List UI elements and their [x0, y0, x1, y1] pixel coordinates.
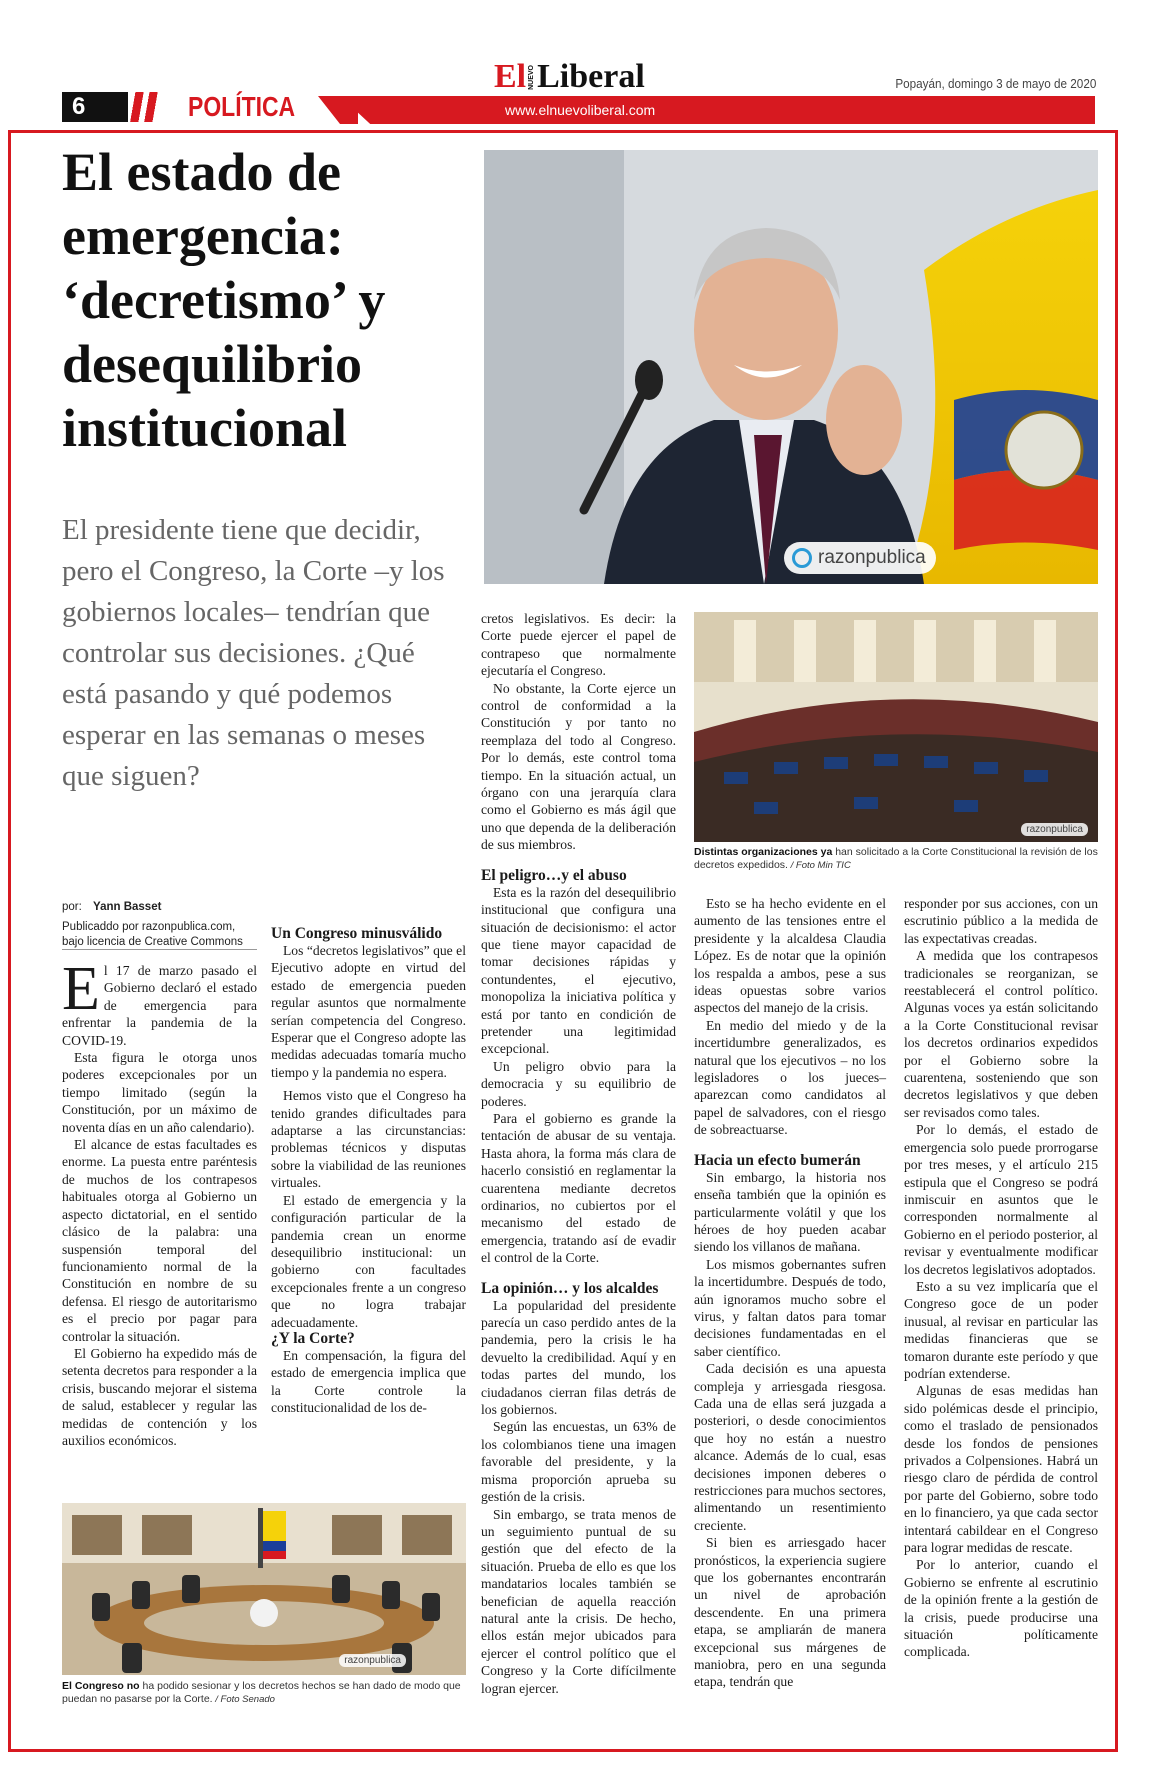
masthead [0, 0, 1158, 126]
newspaper-logo [494, 58, 645, 94]
paragraph: El Gobierno ha expedido más de setenta decretos para responder a la crisis, buscando mejorar el sistema de salud, establecer y regular las medidas de contención y los auxilios económicos. [62, 1345, 257, 1448]
subheading: La opinión… y los alcaldes [481, 1279, 659, 1297]
subheading: ¿Y la Corte? [271, 1329, 355, 1347]
paragraph: Según las encuestas, un 63% de los colombianos tiene una imagen favorable del presidente, y la misma proporción aprueba su gestión de la crisis. [481, 1419, 676, 1505]
paragraph: Esto a su vez implicaría que el Congreso goce de un poder inusual, al revisar en particular las medidas financieras que se tomaron durante este período y que podrían extenderse. [904, 1278, 1098, 1381]
header-stripes [128, 92, 164, 122]
header-red-bar-notch [318, 96, 358, 124]
paragraph: En medio del miedo y de la incertidumbre generalizados, es natural que los ejecutivos – no los legisladores o los jueces– aparezcan como candidatos al papel de salvadores, con el riesgo de sobreactuarse. [694, 1017, 886, 1138]
paragraph: Cada decisión es una apuesta compleja y arriesgada riesgosa. Cada una de ellas será juzgada a posteriori, o desde conocimientos que hoy no están a nuestro alcance. Además de lo cual, esas decisiones imponen deberes o restricciones para muchos sectores, alimentando un resentimiento creciente. [694, 1361, 886, 1533]
congress-photo [694, 612, 1098, 842]
paragraph: La popularidad del presidente parecía un caso perdido antes de la pandemia, pero la crisis le ha devuelto la credibilidad. Aquí y en todas partes del mundo, los ciudadanos cierran filas detrás de los gobiernos. [481, 1297, 676, 1418]
article-lead: El presidente tiene que decidir, pero el Congreso, la Corte –y los gobiernos locales– tendrían que controlar sus decisiones. ¿Qué está pasando y qué podemos esperar en las semanas o meses que siguen? [62, 514, 445, 792]
president-photo [484, 150, 1098, 584]
senate-illustration [62, 1503, 466, 1675]
paragraph: El estado de emergencia y la configuración particular de la pandemia crean un enorme desequilibrio institucional: un gobierno con facultades excepcionales frente a un congreso que no logra trabajar adecuadamente. [271, 1192, 466, 1330]
paragraph: En compensación, la figura del estado de emergencia implica que la Corte controle la constitucionalidad de los de- [271, 1347, 466, 1416]
article-title: El estado de emergencia: ‘decretismo’ y desequilibrio institucional [62, 142, 386, 458]
paragraph: Los mismos gobernantes sufren la incertidumbre. Después de todo, aún ignoramos mucho sobre el virus, y faltan datos para tomar decisiones fundamentadas en el saber científico. [694, 1256, 886, 1359]
byline [62, 900, 161, 914]
page-number: 6 [72, 93, 86, 120]
logo-nuevo: NUEVO [528, 65, 536, 90]
source-note: Publicaddo por razonpublica.com, bajo licencia de Creative Commons [62, 921, 243, 948]
column-5 [904, 895, 1098, 1661]
paragraph: Esta es la razón del desequilibrio institucional que configura una situación de decisionismo: el actor que tiene mayor capacidad de tomar decisiones rápidas y contundentes, el ejecutivo, monopoliza la iniciativa política y está por tanto en condición de pretender una legitimidad excepcional. [481, 884, 676, 1057]
paragraph: Por lo anterior, cuando el Gobierno se enfrente al escrutinio de la opinión frente a la gestión de la crisis, puede producirse una situación políticamente complicada. [904, 1557, 1098, 1660]
paragraph: Sin embargo, se trata menos de un seguimiento puntual de su gestión que del efecto de la situación. Prueba de ello es que los mandatarios locales también se benefician de aquella reacción natural ante la crisis. De hecho, ellos están mejor ubicados para ejercer el control político que el Congreso y la Corte difícilmente logran ejercer. [481, 1506, 676, 1696]
byline-prefix: por: [62, 901, 82, 913]
column-1 [62, 955, 257, 1449]
column-2 [271, 918, 466, 1417]
column-3 [481, 610, 676, 1697]
column-4 [694, 895, 886, 1691]
subheading: Un Congreso minusválido [271, 925, 443, 942]
paragraph: Esta figura le otorga unos poderes excepcionales por un tiempo limitado (según la Constitución, por un máximo de noventa días en un año calendario). [62, 1050, 257, 1135]
congress-caption-bold: Distintas organizaciones ya [694, 846, 833, 858]
paragraph: Un peligro obvio para la democracia y su equilibrio de poderes. [481, 1058, 676, 1109]
paragraph: Por lo demás, el estado de emergencia solo puede prorrogarse por tres meses, y el artículo 215 estipula que el Congreso se podrá inmiscuir en asuntos que le corresponden normalmente al Gobierno en el periodo posterior, al revisar y eventualmente modificar los decretos legislativos adoptados. [904, 1122, 1098, 1277]
logo-liberal: Liberal [537, 58, 645, 95]
subheading: Hacia un efecto bumerán [694, 1151, 861, 1169]
senate-watermark: razonpublica [339, 1654, 406, 1667]
president-illustration [484, 150, 1098, 584]
paragraph: l 17 de marzo pasado el Gobierno declaró el estado de emergencia para enfrentar la pandemia de la COVID-19. [62, 963, 257, 1048]
senate-caption-credit: / Foto Senado [212, 1694, 275, 1705]
congress-watermark: razonpublica [1021, 823, 1088, 836]
watermark-icon [792, 548, 812, 568]
senate-caption-bold: El Congreso no [62, 1680, 140, 1692]
watermark-text: razonpublica [818, 547, 926, 568]
senate-photo [62, 1503, 466, 1675]
paragraph: Algunas de esas medidas han sido polémicas desde el principio, como el traslado de pensionados desde los fondos de pensiones privados a Colpensiones. Habrá un riesgo claro de pérdida de control por parte del Gobierno, sobre todo en lo financiero, ya que cada sector intentará cabildear en el Congreso para lograr medidas de rescate. [904, 1383, 1098, 1556]
congress-caption [694, 846, 1098, 872]
paragraph: A medida que los contrapesos tradicionales se reorganizan, se reestablecerá el control político. Algunas voces ya están solicitando a la Corte Constitucional revisar los decretos ordinarios expedidos por el Gobierno sobre la cuarentena, sosteniendo que son decretos legislativos y que deben ser revisados como tales. [904, 948, 1098, 1120]
paragraph: Hemos visto que el Congreso ha tenido grandes dificultades para adaptarse a las circunstancias: problemas técnicos y disputas sobre la viabilidad de las reuniones virtuales. [271, 1088, 466, 1191]
drop-cap: E [62, 955, 100, 1023]
congress-caption-credit: / Foto Min TIC [787, 860, 851, 871]
paragraph: No obstante, la Corte ejerce un control de conformidad a la Constitución y por tanto no reemplaza del todo al Congreso. Por lo demás, este control toma tiempo. En la situación actual, un órgano con una jerarquía clara como el Gobierno es más ágil que uno que dependa de la deliberación de sus miembros. [481, 680, 676, 853]
paragraph: Los “decretos legislativos” que el Ejecutivo adopte en virtud del estado de emergencia pueden regular asuntos que normalmente serían competencia del Congreso. Esperar que el Congreso adopte las medidas adecuadas tomaría mucho tiempo y la pandemia no espera. [271, 943, 466, 1080]
paragraph: cretos legislativos. Es decir: la Corte puede ejercer el papel de contrapeso que normalmente ejecutaría el Congreso. [481, 611, 676, 679]
logo-el: El [494, 58, 527, 95]
paragraph: Para el gobierno es grande la tentación de abusar de su ventaja. Hasta ahora, la forma más clara de hacerlo consistió en reglamentar la cuarentena mediante decretos ordinarios, no cubiertos por el mecanismo del estado de emergencia, tratando así de evadir el control de la Corte. [481, 1110, 676, 1266]
photo-watermark [784, 542, 936, 574]
author-name: Yann Basset [93, 901, 162, 913]
paragraph: Esto se ha hecho evidente en el aumento de las tensiones entre el presidente y la alcaldesa Claudia López. Es de notar que la opinión los respalda a ambos, pese a sus ideas opuestas sobre varios aspectos del manejo de la crisis. [694, 896, 886, 1016]
issue-date: Popayán, domingo 3 de mayo de 2020 [894, 76, 1096, 91]
paragraph: Si bien es arriesgado hacer pronósticos, la experiencia sugiere que los gobernantes encontrarán un nivel de aprobación descendente. En una primera etapa, se ampliarán de manera excepcional sus márgenes de maniobra, pero en una segunda etapa, tendrán que [694, 1535, 886, 1690]
congress-caption-text: han solicitado a la Corte Constitucional la revisión de los decretos expedidos. [694, 846, 1098, 871]
subheading: El peligro…y el abuso [481, 866, 627, 884]
header-red-bar [340, 96, 1095, 124]
senate-caption-text: ha podido sesionar y los decretos hechos se han dado de modo que puedan no pasarse por la Corte. [62, 1680, 461, 1705]
paragraph: El alcance de estas facultades es enorme. La puesta entre paréntesis de muchos de los contrapesos habituales otorga al Gobierno un aspecto dictatorial, en el sentido clásico de la palabra: una suspensión temporal del funcionamiento normal de la Constitución en nombre de su defensa. El riesgo de autoritarismo es el precio por pagar para controlar la situación. [62, 1137, 257, 1344]
congress-illustration [694, 612, 1098, 842]
website-url[interactable]: www.elnuevoliberal.com [505, 102, 656, 118]
senate-caption [62, 1680, 466, 1706]
section-label: POLÍTICA [188, 91, 296, 122]
paragraph: responder por sus acciones, con un escrutinio público a la medida de las expectativas creadas. [904, 896, 1098, 946]
byline-rule [62, 949, 257, 950]
paragraph: Sin embargo, la historia nos enseña también que la opinión es particularmente volátil y que los héroes de hoy pueden acabar siendo los villanos de mañana. [694, 1169, 886, 1255]
